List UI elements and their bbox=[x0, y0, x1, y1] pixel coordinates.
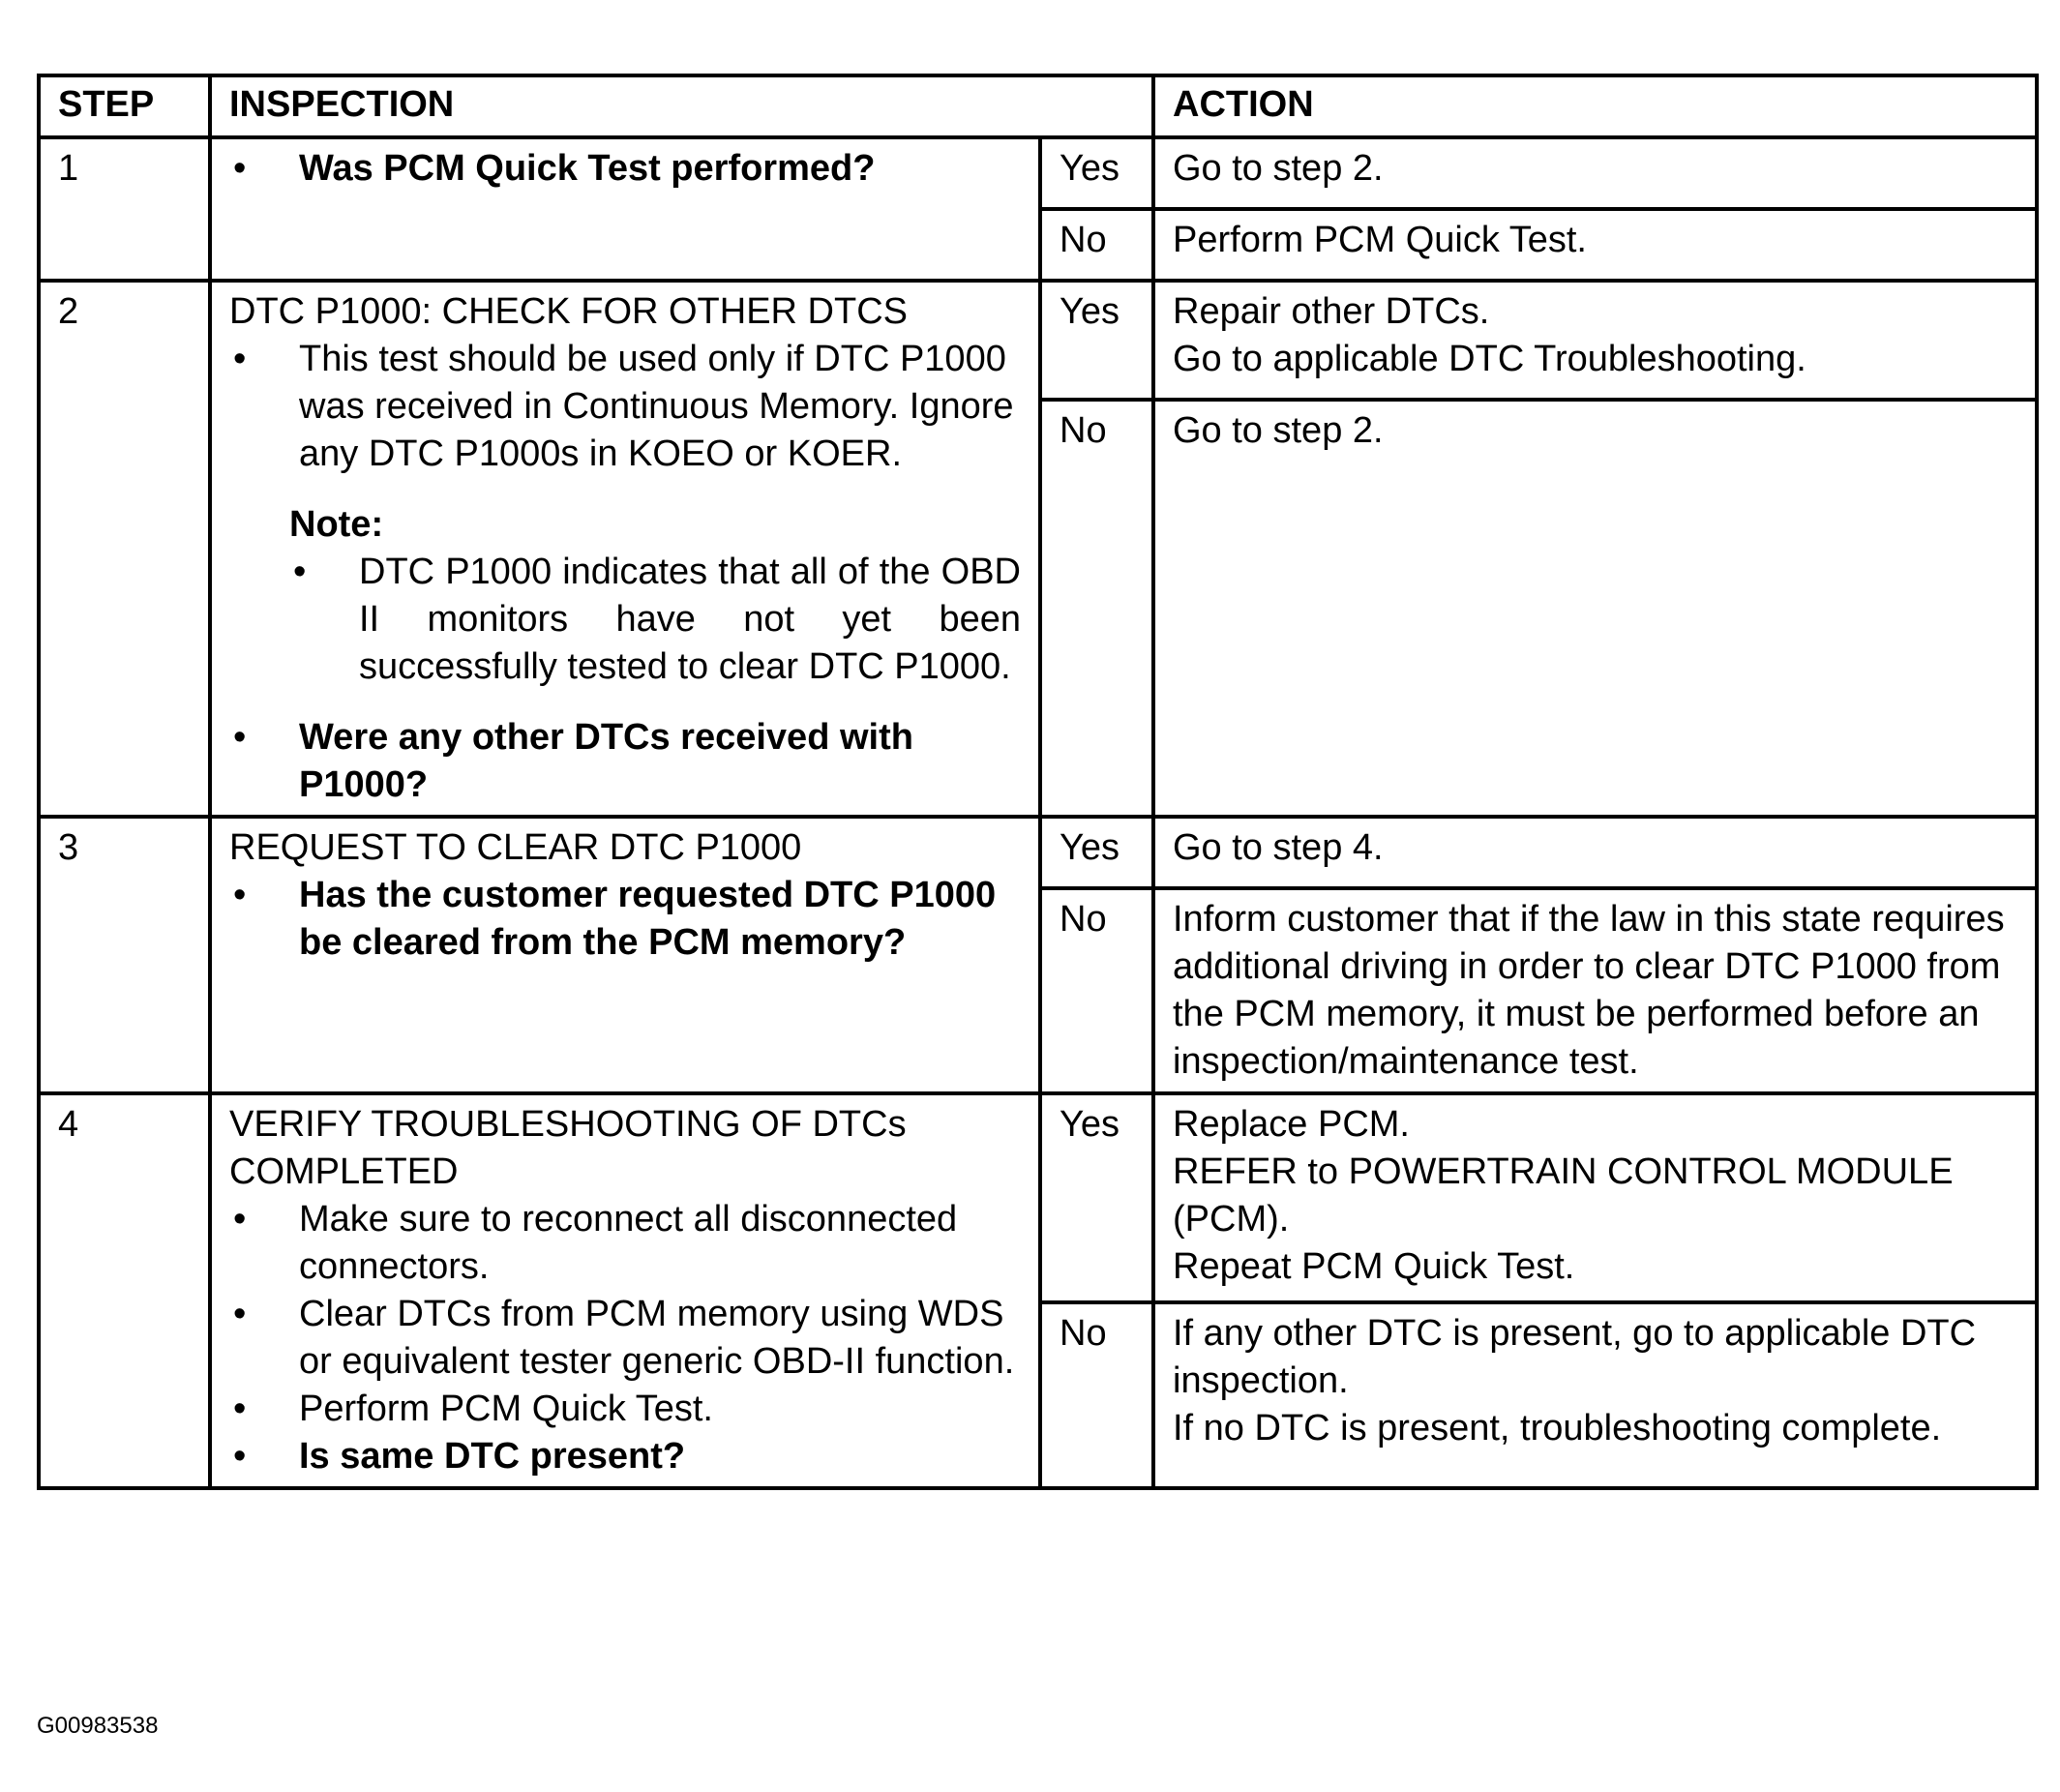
action-line: REFER to POWERTRAIN CONTROL MODULE (PCM). bbox=[1173, 1151, 1954, 1239]
yes-label: Yes bbox=[1040, 137, 1153, 209]
action-line: If any other DTC is present, go to applicable DTC inspection. bbox=[1173, 1313, 1977, 1401]
no-label: No bbox=[1040, 209, 1153, 281]
action-line: Repeat PCM Quick Test. bbox=[1173, 1246, 1575, 1287]
step-1-yes-row bbox=[39, 137, 2037, 209]
step-4-yes-row bbox=[39, 1093, 2037, 1302]
step-1-question: • Was PCM Quick Test performed? bbox=[229, 145, 1021, 193]
step-4-bullet-3: • Perform PCM Quick Test. bbox=[229, 1386, 1021, 1433]
step-4-yes-action bbox=[1153, 1093, 2037, 1302]
diagnostic-table bbox=[37, 74, 2039, 1490]
no-label: No bbox=[1040, 888, 1153, 1093]
step-3-bullet-list bbox=[229, 872, 1021, 967]
step-3-yes-row bbox=[39, 817, 2037, 888]
step-2-inspection bbox=[210, 281, 1040, 817]
step-2-yes-row bbox=[39, 281, 2037, 400]
step-2-bullet-1: • This test should be used only if DTC P1000 was received in Continuous Memory. Ignore any DTC P1000s in KOEO or KOER. bbox=[229, 336, 1021, 478]
step-3-no-action bbox=[1153, 888, 2037, 1093]
note-bullet: • DTC P1000 indicates that all of the OBD II monitors have not yet been successfully tested to clear DTC P1000. bbox=[289, 549, 1021, 691]
step-2-note bbox=[289, 501, 1021, 691]
header-row bbox=[39, 75, 2037, 137]
step-2-heading: DTC P1000: CHECK FOR OTHER DTCS bbox=[229, 291, 908, 332]
diagnostic-table-container bbox=[37, 74, 2035, 1490]
action-line: Repair other DTCs. bbox=[1173, 291, 1490, 332]
step-3-question: • Has the customer requested DTC P1000 be cleared from the PCM memory? bbox=[229, 872, 1021, 967]
yes-label: Yes bbox=[1040, 1093, 1153, 1302]
action-line: Go to applicable DTC Troubleshooting. bbox=[1173, 339, 1806, 379]
action-line: Go to step 2. bbox=[1173, 410, 1384, 451]
step-4-bullet-2: • Clear DTCs from PCM memory using WDS or equivalent tester generic OBD-II function. bbox=[229, 1291, 1021, 1386]
step-4-bullet-1: • Make sure to reconnect all disconnected connectors. bbox=[229, 1196, 1021, 1291]
step-1-no-action bbox=[1153, 209, 2037, 281]
step-2-yes-action bbox=[1153, 281, 2037, 400]
no-label: No bbox=[1040, 1302, 1153, 1488]
action-line: Go to step 4. bbox=[1173, 827, 1384, 868]
step-number: 3 bbox=[39, 817, 210, 1093]
yes-label: Yes bbox=[1040, 281, 1153, 400]
no-label: No bbox=[1040, 400, 1153, 817]
step-3-yes-action bbox=[1153, 817, 2037, 888]
header-inspection: INSPECTION bbox=[210, 75, 1153, 137]
step-4-no-action bbox=[1153, 1302, 2037, 1488]
action-line: Replace PCM. bbox=[1173, 1104, 1410, 1145]
step-1-inspection bbox=[210, 137, 1040, 281]
note-bullet-list bbox=[289, 549, 1021, 691]
header-step: STEP bbox=[39, 75, 210, 137]
step-4-inspection bbox=[210, 1093, 1040, 1488]
step-1-bullet-list bbox=[229, 145, 1021, 193]
step-number: 1 bbox=[39, 137, 210, 281]
header-action: ACTION bbox=[1153, 75, 2037, 137]
action-line: If no DTC is present, troubleshooting complete. bbox=[1173, 1408, 1942, 1449]
step-3-heading: REQUEST TO CLEAR DTC P1000 bbox=[229, 827, 802, 868]
step-number: 4 bbox=[39, 1093, 210, 1488]
step-4-bullet-list bbox=[229, 1196, 1021, 1480]
figure-id: G00983538 bbox=[37, 1713, 159, 1739]
note-title: Note: bbox=[289, 504, 384, 545]
action-line: Perform PCM Quick Test. bbox=[1173, 220, 1587, 260]
step-2-question-list bbox=[229, 714, 1021, 809]
step-number: 2 bbox=[39, 281, 210, 817]
step-2-question: • Were any other DTCs received with P1000? bbox=[229, 714, 1021, 809]
step-2-bullet-list bbox=[229, 336, 1021, 478]
step-3-inspection bbox=[210, 817, 1040, 1093]
step-4-question: • Is same DTC present? bbox=[229, 1433, 1021, 1480]
action-line: Go to step 2. bbox=[1173, 148, 1384, 189]
step-2-no-action bbox=[1153, 400, 2037, 817]
action-line: Inform customer that if the law in this state requires additional driving in order to clear DTC P1000 from the PCM memory, it must be performed before an inspection/maintenance test. bbox=[1173, 899, 2005, 1082]
step-4-heading: VERIFY TROUBLESHOOTING OF DTCs COMPLETED bbox=[229, 1104, 907, 1192]
step-1-yes-action bbox=[1153, 137, 2037, 209]
yes-label: Yes bbox=[1040, 817, 1153, 888]
